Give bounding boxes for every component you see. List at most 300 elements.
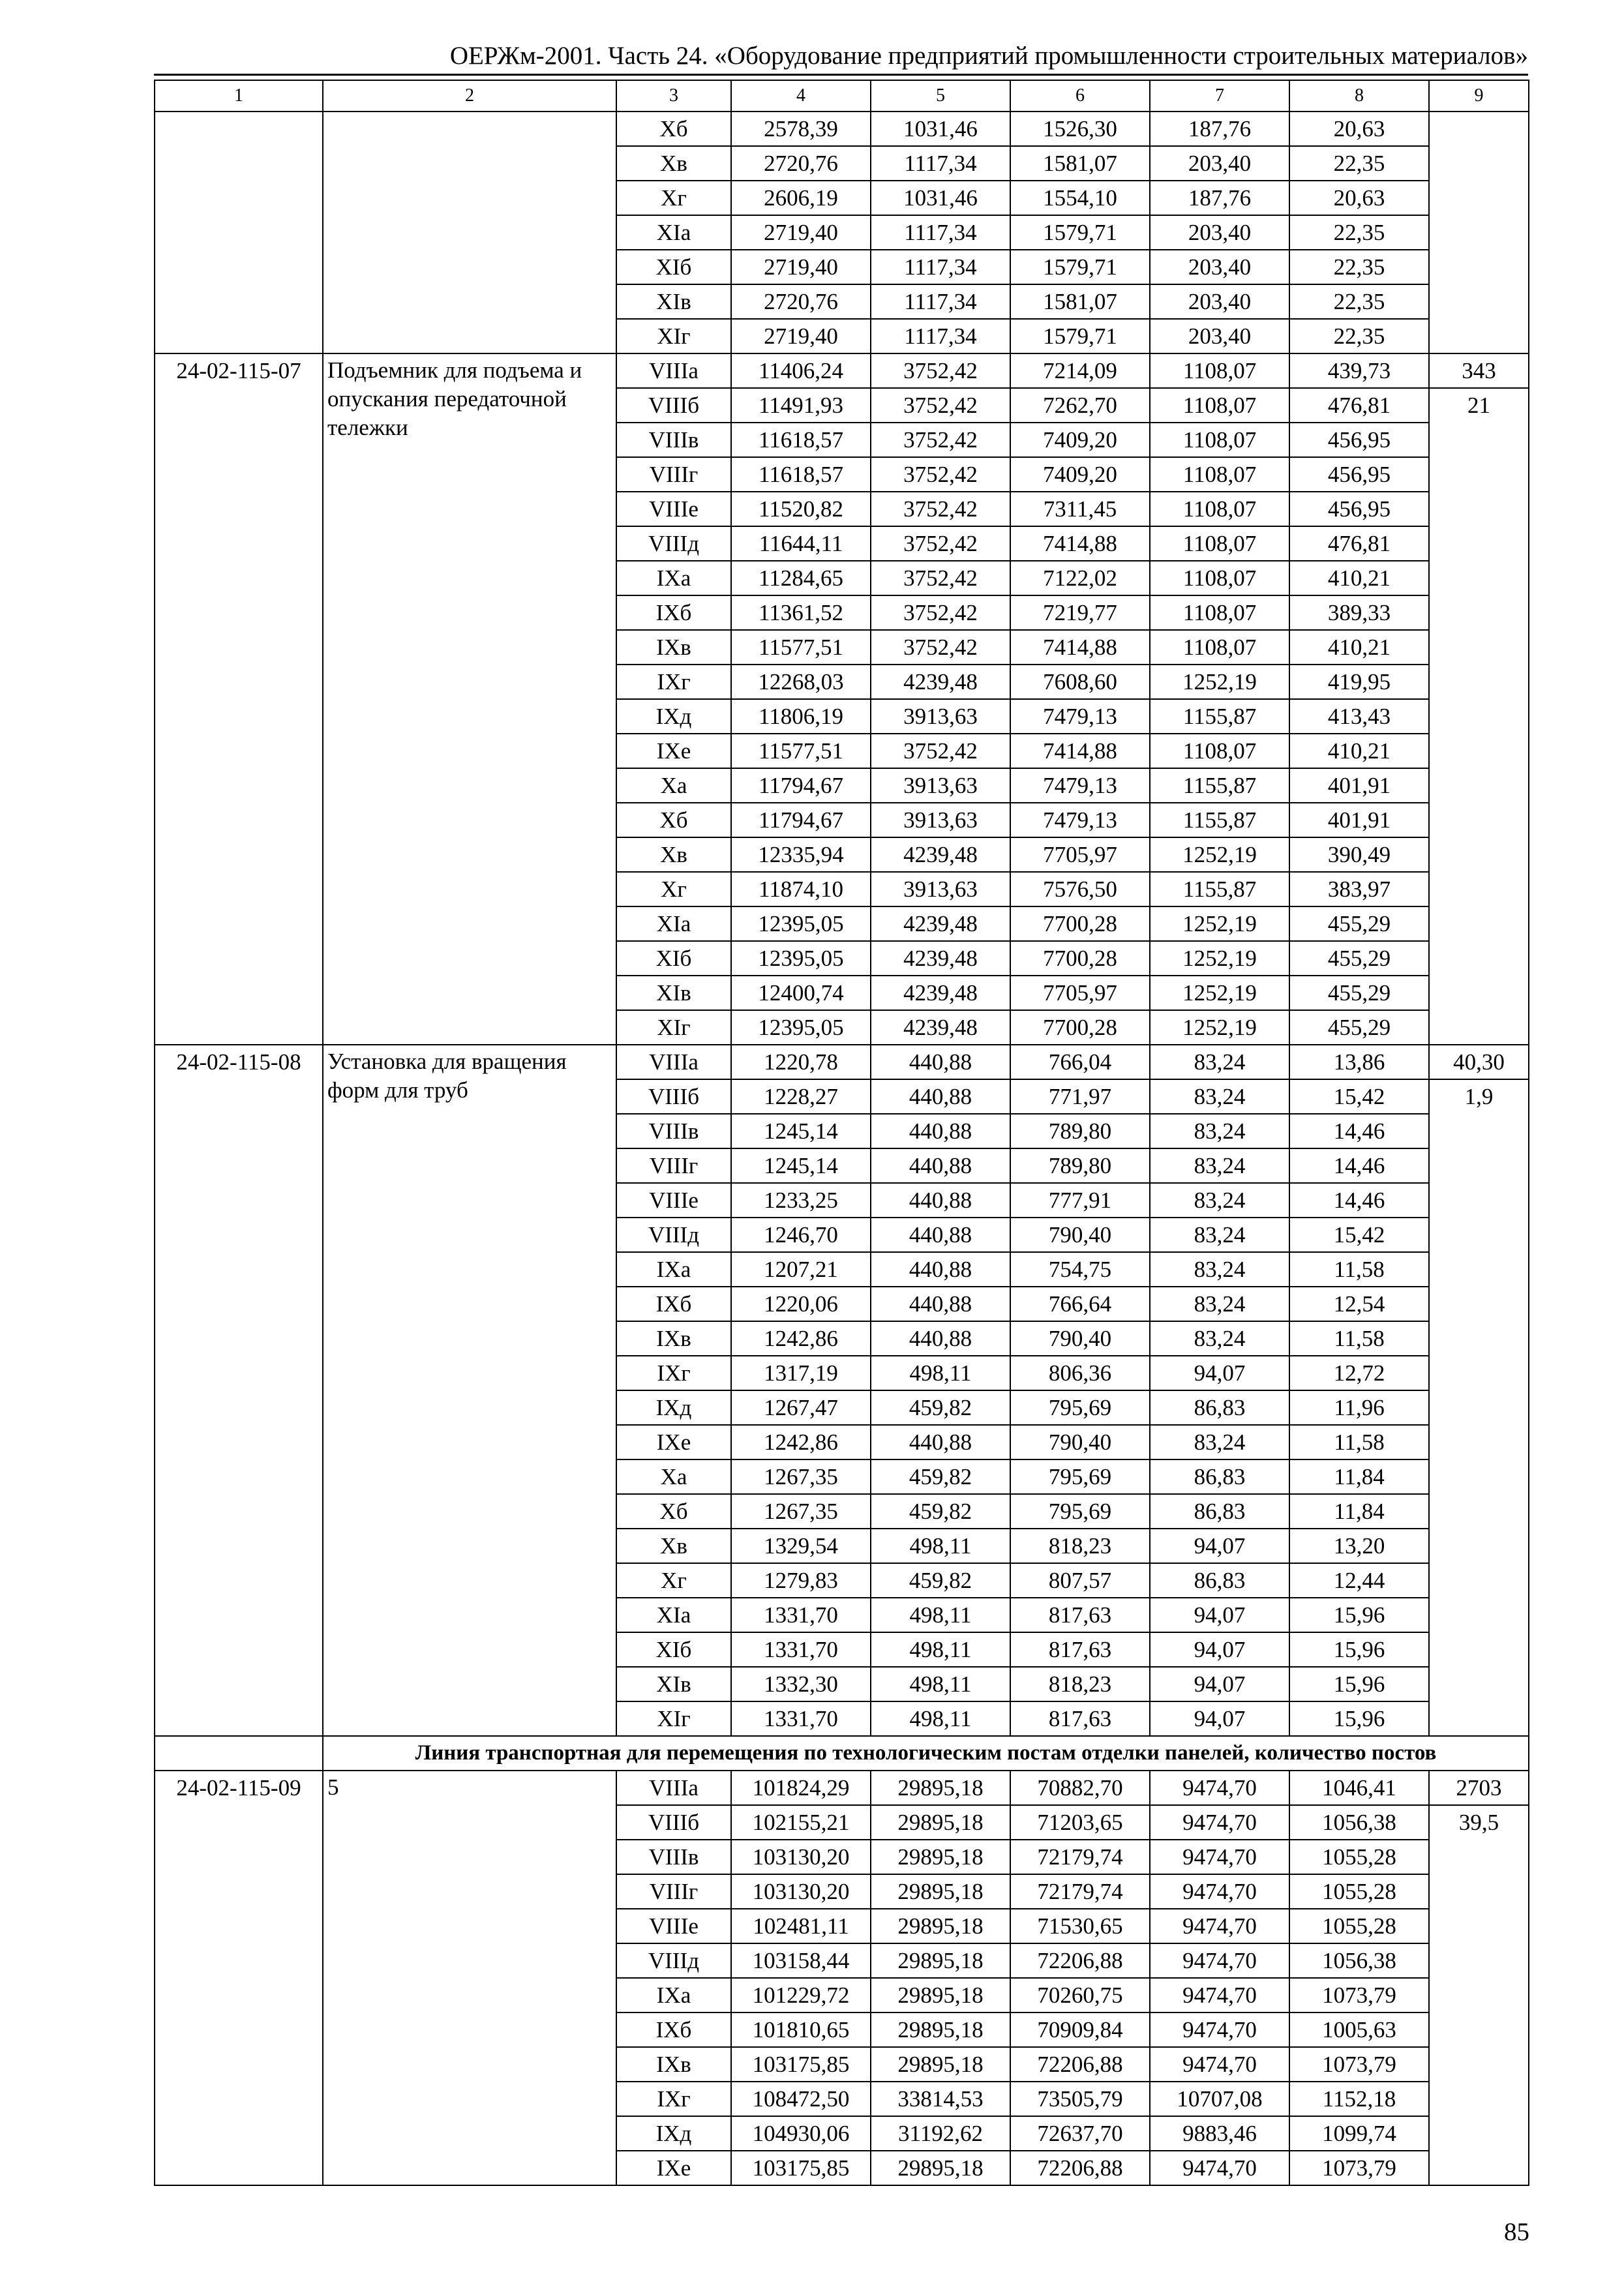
labor-cost-cell: 29895,18	[871, 1874, 1010, 1909]
materials-cost-cell: 456,95	[1289, 423, 1429, 457]
zone-cell: IXг	[616, 2082, 731, 2116]
operator-wage-cell: 1108,07	[1150, 526, 1289, 561]
zone-cell: VIIIа	[616, 353, 731, 388]
materials-cost-cell: 1046,41	[1289, 1771, 1429, 1805]
total-cost-cell: 2578,39	[731, 112, 871, 146]
machines-cost-cell: 7311,45	[1010, 492, 1150, 526]
zone-cell: VIIIд	[616, 1218, 731, 1252]
machines-cost-cell: 795,69	[1010, 1459, 1150, 1494]
machines-cost-cell: 73505,79	[1010, 2082, 1150, 2116]
zone-cell: IXб	[616, 2012, 731, 2047]
labor-cost-cell: 3913,63	[871, 699, 1010, 734]
operator-wage-cell: 1108,07	[1150, 595, 1289, 630]
operator-wage-cell: 94,07	[1150, 1598, 1289, 1632]
materials-cost-cell: 22,35	[1289, 146, 1429, 181]
operator-wage-cell: 187,76	[1150, 181, 1289, 215]
total-cost-cell: 11491,93	[731, 388, 871, 423]
labor-cost-cell: 1117,34	[871, 319, 1010, 353]
total-cost-cell: 1329,54	[731, 1529, 871, 1563]
materials-cost-cell: 413,43	[1289, 699, 1429, 734]
materials-cost-cell: 455,29	[1289, 941, 1429, 976]
equipment-name	[323, 112, 616, 353]
machines-cost-cell: 72206,88	[1010, 2047, 1150, 2082]
rate-code	[155, 112, 323, 353]
column-number-row	[155, 80, 1529, 112]
labor-cost-cell: 459,82	[871, 1494, 1010, 1529]
operator-wage-cell: 1252,19	[1150, 941, 1289, 976]
labor-cost-cell: 3752,42	[871, 423, 1010, 457]
zone-cell: VIIIв	[616, 423, 731, 457]
materials-cost-cell: 401,91	[1289, 803, 1429, 837]
materials-cost-cell: 15,42	[1289, 1079, 1429, 1114]
operator-wage-cell: 83,24	[1150, 1148, 1289, 1183]
materials-cost-cell: 455,29	[1289, 1010, 1429, 1045]
labor-cost-cell: 1117,34	[871, 146, 1010, 181]
operator-wage-cell: 1108,07	[1150, 734, 1289, 768]
machines-cost-cell: 1581,07	[1010, 146, 1150, 181]
column-number: 6	[1010, 80, 1150, 112]
zone-cell: IXа	[616, 561, 731, 595]
equipment-name: Установка для вращения форм для труб	[323, 1045, 616, 1736]
operator-wage-cell: 203,40	[1150, 250, 1289, 284]
section-row	[155, 1736, 1529, 1771]
zone-cell: IXд	[616, 1390, 731, 1425]
zone-cell: VIIIа	[616, 1045, 731, 1079]
zone-cell: XIа	[616, 215, 731, 250]
labor-cost-cell: 4239,48	[871, 976, 1010, 1010]
total-cost-cell: 12395,05	[731, 906, 871, 941]
zone-cell: IXг	[616, 665, 731, 699]
total-cost-cell: 1331,70	[731, 1632, 871, 1667]
labor-cost-cell: 3752,42	[871, 630, 1010, 665]
labor-cost-cell: 4239,48	[871, 906, 1010, 941]
materials-cost-cell: 22,35	[1289, 250, 1429, 284]
machines-cost-cell: 72206,88	[1010, 1943, 1150, 1978]
materials-cost-cell: 15,96	[1289, 1701, 1429, 1736]
column-number: 4	[731, 80, 871, 112]
zone-cell: IXд	[616, 699, 731, 734]
zone-cell: XIв	[616, 284, 731, 319]
operator-wage-cell: 1108,07	[1150, 388, 1289, 423]
materials-cost-cell: 12,44	[1289, 1563, 1429, 1598]
labor-hours-value: 2703	[1430, 1771, 1528, 1806]
materials-cost-cell: 1073,79	[1289, 1978, 1429, 2012]
materials-cost-cell: 22,35	[1289, 319, 1429, 353]
total-cost-cell: 2720,76	[731, 284, 871, 319]
machines-cost-cell: 817,63	[1010, 1598, 1150, 1632]
machines-cost-cell: 72206,88	[1010, 2151, 1150, 2185]
materials-cost-cell: 20,63	[1289, 112, 1429, 146]
labor-cost-cell: 1117,34	[871, 250, 1010, 284]
operator-wage-cell: 9474,70	[1150, 2151, 1289, 2185]
zone-cell: Xб	[616, 1494, 731, 1529]
materials-cost-cell: 455,29	[1289, 906, 1429, 941]
machines-cost-cell: 795,69	[1010, 1390, 1150, 1425]
machines-cost-cell: 72179,74	[1010, 1840, 1150, 1874]
materials-cost-cell: 13,86	[1289, 1045, 1429, 1079]
materials-cost-cell: 1056,38	[1289, 1805, 1429, 1840]
zone-cell: Xа	[616, 768, 731, 803]
machines-cost-cell: 790,40	[1010, 1425, 1150, 1459]
operator-wage-cell: 9474,70	[1150, 1978, 1289, 2012]
total-cost-cell: 11284,65	[731, 561, 871, 595]
labor-cost-cell: 33814,53	[871, 2082, 1010, 2116]
zone-cell: VIIIг	[616, 457, 731, 492]
rate-code: 24-02-115-07	[155, 353, 323, 1045]
rate-code: 24-02-115-08	[155, 1045, 323, 1736]
machines-cost-cell: 771,97	[1010, 1079, 1150, 1114]
labor-cost-cell: 440,88	[871, 1079, 1010, 1114]
labor-cost-cell: 440,88	[871, 1045, 1010, 1079]
zone-cell: IXв	[616, 630, 731, 665]
zone-cell: IXа	[616, 1252, 731, 1287]
total-cost-cell: 1267,47	[731, 1390, 871, 1425]
labor-cost-cell: 29895,18	[871, 1978, 1010, 2012]
machines-cost-cell: 790,40	[1010, 1218, 1150, 1252]
zone-cell: XIв	[616, 1667, 731, 1701]
materials-cost-cell: 389,33	[1289, 595, 1429, 630]
total-cost-cell: 11794,67	[731, 768, 871, 803]
total-cost-cell: 103130,20	[731, 1840, 871, 1874]
zone-cell: VIIIг	[616, 1874, 731, 1909]
labor-cost-cell: 4239,48	[871, 1010, 1010, 1045]
operator-wage-cell: 1252,19	[1150, 906, 1289, 941]
total-cost-cell: 12268,03	[731, 665, 871, 699]
labor-column-cell	[1429, 353, 1529, 1045]
operator-wage-cell: 1108,07	[1150, 492, 1289, 526]
operator-wage-cell: 83,24	[1150, 1079, 1289, 1114]
operator-wage-cell: 86,83	[1150, 1563, 1289, 1598]
operator-wage-cell: 83,24	[1150, 1321, 1289, 1356]
total-cost-cell: 11806,19	[731, 699, 871, 734]
zone-cell: IXг	[616, 1356, 731, 1390]
operator-wage-cell: 83,24	[1150, 1218, 1289, 1252]
operator-wage-cell: 1108,07	[1150, 353, 1289, 388]
table-row	[155, 1045, 1529, 1079]
operator-wage-cell: 1155,87	[1150, 699, 1289, 734]
operator-wage-cell: 1252,19	[1150, 665, 1289, 699]
labor-cost-cell: 498,11	[871, 1667, 1010, 1701]
zone-cell: VIIIг	[616, 1148, 731, 1183]
labor-cost-cell: 29895,18	[871, 1805, 1010, 1840]
zone-cell: IXа	[616, 1978, 731, 2012]
labor-cost-cell: 29895,18	[871, 1943, 1010, 1978]
machines-cost-cell: 807,57	[1010, 1563, 1150, 1598]
table-row	[155, 112, 1529, 146]
zone-cell: Xб	[616, 803, 731, 837]
machines-cost-cell: 7409,20	[1010, 457, 1150, 492]
operator-wage-cell: 1155,87	[1150, 768, 1289, 803]
operator-wage-cell: 94,07	[1150, 1667, 1289, 1701]
materials-cost-cell: 11,84	[1289, 1494, 1429, 1529]
total-cost-cell: 1220,06	[731, 1287, 871, 1321]
zone-cell: IXв	[616, 2047, 731, 2082]
operator-wage-cell: 1108,07	[1150, 423, 1289, 457]
operator-wage-cell: 1108,07	[1150, 630, 1289, 665]
labor-column-cell	[1429, 112, 1529, 353]
materials-cost-cell: 11,58	[1289, 1321, 1429, 1356]
zone-cell: Xв	[616, 146, 731, 181]
zone-cell: Xб	[616, 112, 731, 146]
total-cost-cell: 103175,85	[731, 2047, 871, 2082]
total-cost-cell: 12395,05	[731, 941, 871, 976]
labor-cost-cell: 4239,48	[871, 665, 1010, 699]
machines-cost-cell: 789,80	[1010, 1114, 1150, 1148]
machines-cost-cell: 7262,70	[1010, 388, 1150, 423]
labor-cost-cell: 440,88	[871, 1425, 1010, 1459]
operator-wage-cell: 83,24	[1150, 1114, 1289, 1148]
machines-cost-cell: 7700,28	[1010, 941, 1150, 976]
zone-cell: XIа	[616, 906, 731, 941]
zone-cell: Xв	[616, 837, 731, 872]
materials-cost-cell: 390,49	[1289, 837, 1429, 872]
materials-cost-cell: 1099,74	[1289, 2116, 1429, 2151]
zone-cell: Xв	[616, 1529, 731, 1563]
operator-wage-cell: 9474,70	[1150, 1943, 1289, 1978]
operator-wage-cell: 94,07	[1150, 1356, 1289, 1390]
total-cost-cell: 102155,21	[731, 1805, 871, 1840]
labor-cost-cell: 440,88	[871, 1114, 1010, 1148]
total-cost-cell: 101229,72	[731, 1978, 871, 2012]
zone-cell: VIIIе	[616, 1909, 731, 1943]
machinist-hours-value: 21	[1467, 393, 1490, 418]
materials-cost-cell: 1056,38	[1289, 1943, 1429, 1978]
materials-cost-cell: 11,58	[1289, 1425, 1429, 1459]
machinist-hours-value: 39,5	[1458, 1810, 1499, 1835]
machines-cost-cell: 7700,28	[1010, 1010, 1150, 1045]
zone-cell: VIIIб	[616, 1079, 731, 1114]
equipment-name: Подъемник для подъема и опускания передаточной тележки	[323, 353, 616, 1045]
operator-wage-cell: 94,07	[1150, 1701, 1289, 1736]
machines-cost-cell: 754,75	[1010, 1252, 1150, 1287]
labor-cost-cell: 3913,63	[871, 803, 1010, 837]
materials-cost-cell: 1073,79	[1289, 2151, 1429, 2185]
operator-wage-cell: 1155,87	[1150, 872, 1289, 906]
labor-cost-cell: 29895,18	[871, 1909, 1010, 1943]
machines-cost-cell: 70909,84	[1010, 2012, 1150, 2047]
operator-wage-cell: 1252,19	[1150, 1010, 1289, 1045]
labor-cost-cell: 1031,46	[871, 181, 1010, 215]
machines-cost-cell: 7479,13	[1010, 803, 1150, 837]
materials-cost-cell: 476,81	[1289, 388, 1429, 423]
equipment-name: 5	[323, 1771, 616, 2185]
materials-cost-cell: 11,84	[1289, 1459, 1429, 1494]
total-cost-cell: 11618,57	[731, 457, 871, 492]
machines-cost-cell: 7414,88	[1010, 734, 1150, 768]
column-number: 1	[155, 80, 323, 112]
rate-code: 24-02-115-09	[155, 1771, 323, 2185]
materials-cost-cell: 14,46	[1289, 1148, 1429, 1183]
machines-cost-cell: 1581,07	[1010, 284, 1150, 319]
materials-cost-cell: 11,58	[1289, 1252, 1429, 1287]
machines-cost-cell: 1579,71	[1010, 215, 1150, 250]
total-cost-cell: 11618,57	[731, 423, 871, 457]
machines-cost-cell: 777,91	[1010, 1183, 1150, 1218]
operator-wage-cell: 187,76	[1150, 112, 1289, 146]
machines-cost-cell: 71530,65	[1010, 1909, 1150, 1943]
labor-cost-cell: 498,11	[871, 1529, 1010, 1563]
zone-cell: XIа	[616, 1598, 731, 1632]
zone-cell: IXб	[616, 595, 731, 630]
machines-cost-cell: 1579,71	[1010, 250, 1150, 284]
operator-wage-cell: 83,24	[1150, 1252, 1289, 1287]
labor-cost-cell: 29895,18	[871, 2012, 1010, 2047]
zone-cell: VIIIе	[616, 492, 731, 526]
operator-wage-cell: 203,40	[1150, 146, 1289, 181]
materials-cost-cell: 11,96	[1289, 1390, 1429, 1425]
machines-cost-cell: 7608,60	[1010, 665, 1150, 699]
labor-cost-cell: 498,11	[871, 1598, 1010, 1632]
machines-cost-cell: 72637,70	[1010, 2116, 1150, 2151]
materials-cost-cell: 1055,28	[1289, 1874, 1429, 1909]
total-cost-cell: 1279,83	[731, 1563, 871, 1598]
total-cost-cell: 2606,19	[731, 181, 871, 215]
column-number: 7	[1150, 80, 1289, 112]
machines-cost-cell: 789,80	[1010, 1148, 1150, 1183]
labor-cost-cell: 3913,63	[871, 768, 1010, 803]
section-blank-cell	[155, 1736, 323, 1771]
operator-wage-cell: 9474,70	[1150, 1840, 1289, 1874]
materials-cost-cell: 15,42	[1289, 1218, 1429, 1252]
materials-cost-cell: 20,63	[1289, 181, 1429, 215]
zone-cell: IXв	[616, 1321, 731, 1356]
total-cost-cell: 2719,40	[731, 215, 871, 250]
total-cost-cell: 108472,50	[731, 2082, 871, 2116]
materials-cost-cell: 12,72	[1289, 1356, 1429, 1390]
page-number: 85	[1504, 2218, 1529, 2246]
operator-wage-cell: 203,40	[1150, 284, 1289, 319]
total-cost-cell: 11577,51	[731, 734, 871, 768]
materials-cost-cell: 1005,63	[1289, 2012, 1429, 2047]
total-cost-cell: 103158,44	[731, 1943, 871, 1978]
operator-wage-cell: 1108,07	[1150, 457, 1289, 492]
machines-cost-cell: 7705,97	[1010, 976, 1150, 1010]
labor-cost-cell: 498,11	[871, 1701, 1010, 1736]
zone-cell: IXе	[616, 2151, 731, 2185]
labor-cost-cell: 3752,42	[871, 457, 1010, 492]
materials-cost-cell: 22,35	[1289, 284, 1429, 319]
zone-cell: XIб	[616, 250, 731, 284]
labor-cost-cell: 440,88	[871, 1287, 1010, 1321]
labor-cost-cell: 440,88	[871, 1183, 1010, 1218]
machines-cost-cell: 766,04	[1010, 1045, 1150, 1079]
total-cost-cell: 11644,11	[731, 526, 871, 561]
total-cost-cell: 12395,05	[731, 1010, 871, 1045]
machines-cost-cell: 7576,50	[1010, 872, 1150, 906]
total-cost-cell: 12400,74	[731, 976, 871, 1010]
zone-cell: XIв	[616, 976, 731, 1010]
machines-cost-cell: 72179,74	[1010, 1874, 1150, 1909]
zone-cell: XIг	[616, 1010, 731, 1045]
labor-hours-value: 343	[1430, 354, 1528, 389]
machines-cost-cell: 795,69	[1010, 1494, 1150, 1529]
labor-cost-cell: 29895,18	[871, 2047, 1010, 2082]
materials-cost-cell: 1055,28	[1289, 1909, 1429, 1943]
zone-cell: VIIIд	[616, 1943, 731, 1978]
labor-cost-cell: 3752,42	[871, 492, 1010, 526]
operator-wage-cell: 83,24	[1150, 1045, 1289, 1079]
labor-cost-cell: 3913,63	[871, 872, 1010, 906]
machines-cost-cell: 790,40	[1010, 1321, 1150, 1356]
zone-cell: VIIIд	[616, 526, 731, 561]
total-cost-cell: 101824,29	[731, 1771, 871, 1805]
materials-cost-cell: 1073,79	[1289, 2047, 1429, 2082]
total-cost-cell: 1242,86	[731, 1321, 871, 1356]
total-cost-cell: 1245,14	[731, 1114, 871, 1148]
total-cost-cell: 11874,10	[731, 872, 871, 906]
zone-cell: Xг	[616, 872, 731, 906]
materials-cost-cell: 15,96	[1289, 1667, 1429, 1701]
operator-wage-cell: 9883,46	[1150, 2116, 1289, 2151]
machines-cost-cell: 7414,88	[1010, 526, 1150, 561]
machines-cost-cell: 817,63	[1010, 1701, 1150, 1736]
materials-cost-cell: 410,21	[1289, 630, 1429, 665]
total-cost-cell: 1242,86	[731, 1425, 871, 1459]
operator-wage-cell: 94,07	[1150, 1529, 1289, 1563]
labor-cost-cell: 498,11	[871, 1356, 1010, 1390]
labor-cost-cell: 4239,48	[871, 941, 1010, 976]
total-cost-cell: 1317,19	[731, 1356, 871, 1390]
machines-cost-cell: 7214,09	[1010, 353, 1150, 388]
operator-wage-cell: 83,24	[1150, 1287, 1289, 1321]
labor-cost-cell: 1117,34	[871, 215, 1010, 250]
labor-cost-cell: 29895,18	[871, 2151, 1010, 2185]
total-cost-cell: 1246,70	[731, 1218, 871, 1252]
operator-wage-cell: 83,24	[1150, 1183, 1289, 1218]
machines-cost-cell: 1554,10	[1010, 181, 1150, 215]
materials-cost-cell: 15,96	[1289, 1632, 1429, 1667]
column-number: 2	[323, 80, 616, 112]
operator-wage-cell: 1252,19	[1150, 837, 1289, 872]
rates-table-body	[155, 80, 1529, 2185]
zone-cell: XIб	[616, 941, 731, 976]
labor-cost-cell: 29895,18	[871, 1840, 1010, 1874]
machines-cost-cell: 818,23	[1010, 1529, 1150, 1563]
total-cost-cell: 101810,65	[731, 2012, 871, 2047]
materials-cost-cell: 15,96	[1289, 1598, 1429, 1632]
labor-cost-cell: 440,88	[871, 1218, 1010, 1252]
materials-cost-cell: 1055,28	[1289, 1840, 1429, 1874]
labor-cost-cell: 459,82	[871, 1390, 1010, 1425]
operator-wage-cell: 9474,70	[1150, 2012, 1289, 2047]
total-cost-cell: 1228,27	[731, 1079, 871, 1114]
total-cost-cell: 1267,35	[731, 1459, 871, 1494]
materials-cost-cell: 14,46	[1289, 1183, 1429, 1218]
total-cost-cell: 2720,76	[731, 146, 871, 181]
labor-cost-cell: 498,11	[871, 1632, 1010, 1667]
operator-wage-cell: 10707,08	[1150, 2082, 1289, 2116]
labor-cost-cell: 3752,42	[871, 734, 1010, 768]
zone-cell: XIб	[616, 1632, 731, 1667]
labor-cost-cell: 440,88	[871, 1252, 1010, 1287]
header-rule	[154, 74, 1528, 76]
total-cost-cell: 103130,20	[731, 1874, 871, 1909]
zone-cell: IXе	[616, 734, 731, 768]
labor-column-cell	[1429, 1771, 1529, 2185]
labor-cost-cell: 459,82	[871, 1459, 1010, 1494]
labor-hours-value: 40,30	[1430, 1045, 1528, 1080]
page-header: ОЕРЖм-2001. Часть 24. «Оборудование предприятий промышленности строительных материалов»	[449, 42, 1528, 70]
labor-cost-cell: 3752,42	[871, 526, 1010, 561]
rates-table	[154, 80, 1529, 2186]
zone-cell: IXе	[616, 1425, 731, 1459]
total-cost-cell: 2719,40	[731, 250, 871, 284]
operator-wage-cell: 203,40	[1150, 215, 1289, 250]
total-cost-cell: 103175,85	[731, 2151, 871, 2185]
labor-cost-cell: 3752,42	[871, 561, 1010, 595]
operator-wage-cell: 1108,07	[1150, 561, 1289, 595]
operator-wage-cell: 86,83	[1150, 1494, 1289, 1529]
